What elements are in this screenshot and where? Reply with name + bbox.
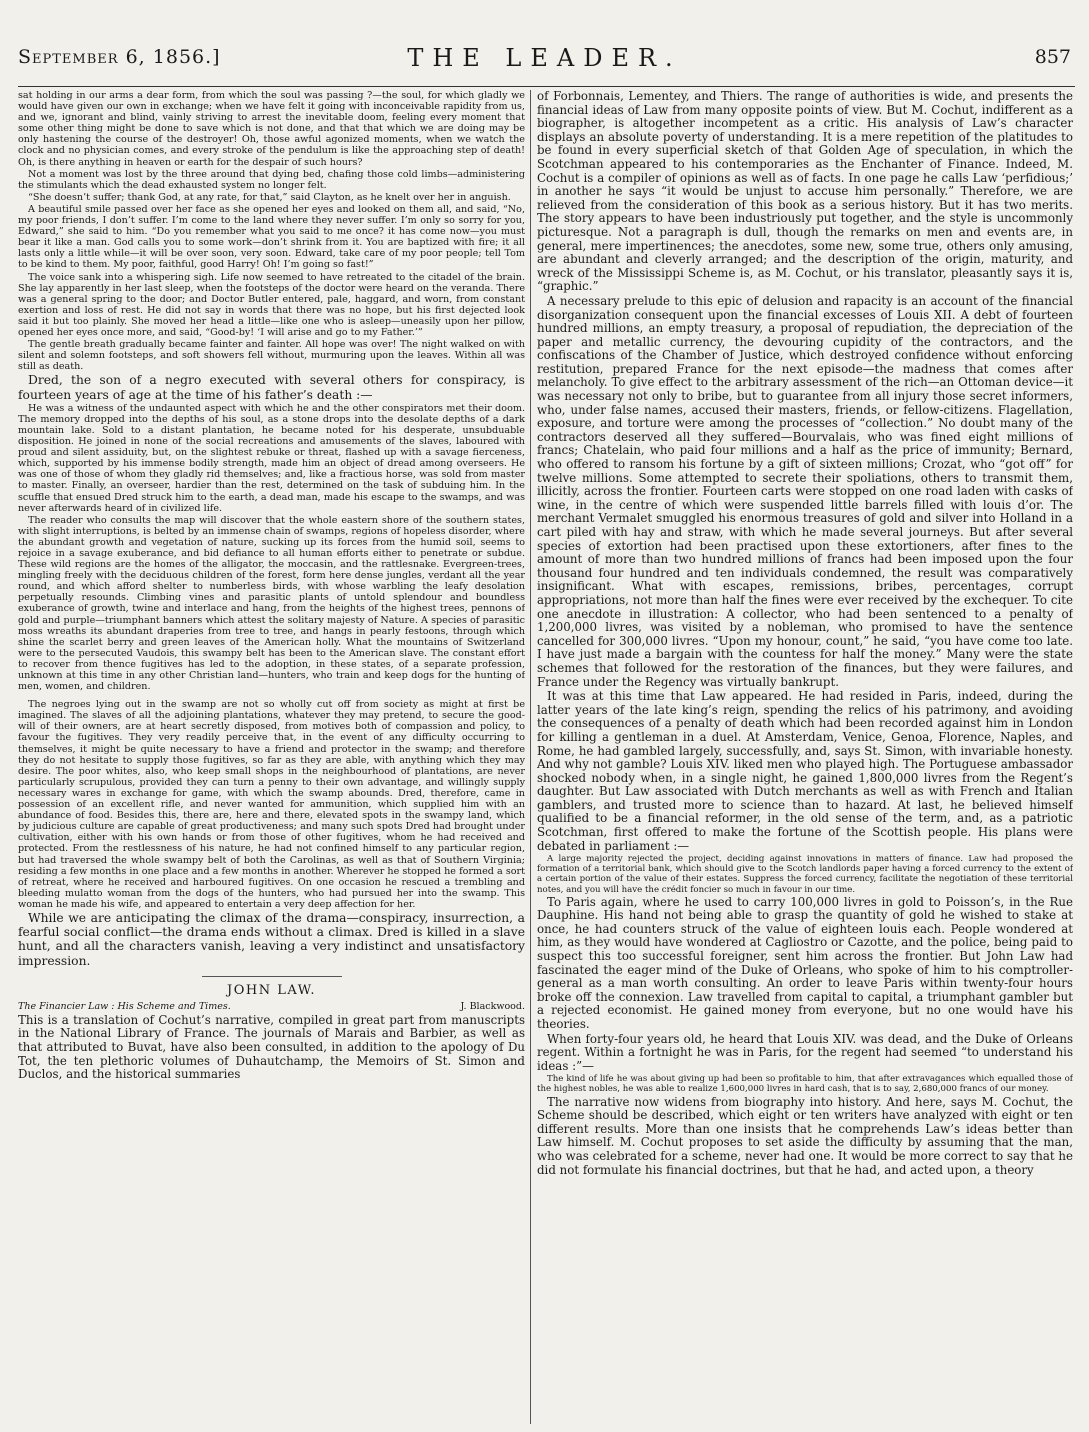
left-column bbox=[18, 90, 525, 1426]
book-byline bbox=[18, 1001, 525, 1012]
paragraph: The voice sank into a whispering sigh. Life now seemed to have retreated to the citadel of the brain. She lay apparently in her last sleep, when the footsteps of the doctor were heard on the veranda. There was a general spring to the door; and Doctor Butler entered, pale, haggard, and worn, from constant exertion and loss of rest. He did not say in words that there was no hope, but his first dejected look said it but too plainly. She moved her head a little—like one who is asleep—uneasily upon her pillow, opened her eyes once more, and said, “Good-by! ‘I will arise and go to my Father.’” bbox=[18, 271, 525, 338]
masthead-rule bbox=[18, 86, 1075, 87]
paragraph: When forty-four years old, he heard that Louis XIV. was dead, and the Duke of Orleans regent. Within a fortnight he was in Paris, for the regent had seemed “to understand his ideas :”— bbox=[537, 1031, 1073, 1073]
paragraph: sat holding in our arms a dear form, from which the soul was passing ?—the soul, for which gladly we would have given our own in exchange; when we have felt it going with inconceivable rapidity from us, and we, ignorant and blind, vainly striving to arrest the inevitable doom, feeling every moment that some other thing might be done to save which is not done, and that that which we are doing may be only hastening the course of the destroyer! Oh, those awful agonized moments, when we watch the clock and no physician comes, and every stroke of the pendulum is like the approaching step of death! Oh, is there anything in heaven or earth for the despair of such hours? bbox=[18, 90, 525, 168]
paragraph: A beautiful smile passed over her face as she opened her eyes and looked on them all, and said, “No, my poor friends, I don’t suffer. I’m come to the land where they never suffer. I’m only so sorry for you, Edward,” she said to him. “Do you remember what you said to me once? it has come now—you must bear it like a man. God calls you to some work—don’t shrink from it. You are baptized with fire; it all lasts only a little while—it will be over soon, very soon. Edward, take care of my poor people; tell Tom to be kind to them. My poor, faithful, good Harry! Oh! I’m going so fast!” bbox=[18, 203, 525, 271]
page-number: 857 bbox=[1034, 46, 1071, 68]
paragraph: The negroes lying out in the swamp are not so wholly cut off from society as might at first be imagined. The slaves of all the adjoining plantations, whatever they may pretend, to secure the good-will of their owners, are at heart secretly disposed, from motives both of compassion and policy, to favour the fugitives. They very readily perceive that, in the event of any difficulty occurring to themselves, it might be quite necessary to have a friend and protector in the swamp; and therefore they do not hesitate to supply those fugitives, so far as they are able, with anything which they may desire. The poor whites, also, who keep small shops in the neighbourhood of plantations, are never particularly scrupulous, provided they can turn a penny to their own advantage, and willingly supply necessary wares in exchange for game, with which the swamp abounds. Dred, therefore, came in possession of an excellent rifle, and never wanted for ammunition, which supplied him with an abundance of food. Besides this, there are, here and there, elevated spots in the swampy land, which by judicious culture are capable of great productiveness; and many such spots Dred had brought under cultivation, either with his own hands or from those of other fugitives, whom he had received and protected. From the restlessness of his nature, he had not confined himself to any particular region, but had traversed the whole swampy belt of both the Carolinas, as well as that of Southern Virginia; residing a few months in one place and a few months in another. Wherever he stopped he formed a sort of retreat, where he received and harboured fugitives. On one occasion he rescued a trembling and bleeding mulatto woman from the dogs of the hunters, who had pursued her into the swamp. This woman he made his wife, and appeared to entertain a very deep affection for her. bbox=[18, 699, 525, 910]
paragraph: The gentle breath gradually became fainter and fainter. All hope was over! The night walked on with silent and solemn footsteps, and soft showers fell without, murmuring upon the leaves. Within all was still as death. bbox=[18, 339, 525, 373]
newspaper-title: THE LEADER. bbox=[407, 44, 682, 72]
paragraph: of Forbonnais, Lementey, and Thiers. The range of authorities is wide, and presents the financial ideas of Law from many opposite points of view. But M. Cochut, indifferent as a biographer, is altogether incompetent as a critic. His analysis of Law’s character displays an absolute poverty of understanding. It is a mere repetition of the platitudes to be found in every superficial sketch of that Golden Age of speculation, in which the Scotchman appeared to his contemporaries as the Enchanter of Finance. Indeed, M. Cochut is a compiler of opinions as well as of facts. In one page he calls Law ‘perfidious;’ in another he says “it would be unjust to accuse him personally.” Therefore, we are relieved from the consideration of this book as a serious history. But it has two merits. The story appears to have been industriously put together, and the style is uncommonly picturesque. Not a paragraph is dull, though the remarks on men and events are, in general, mere impertinences; the anecdotes, some new, some true, others only amusing, are abundant and cleverly arranged; and the description of the origin, maturity, and wreck of the Mississippi Scheme is, as M. Cochut, or his translator, pleasantly says it is, “graphic.” bbox=[537, 90, 1073, 294]
paragraph: The reader who consults the map will discover that the whole eastern shore of the southern states, with slight interruptions, is belted by an immense chain of swamps, regions of hopeless disorder, where the abundant growth and vegetation of nature, sucking up its forces from the humid soil, seems to rejoice in a savage exuberance, and bid defiance to all human efforts either to penetrate or subdue. These wild regions are the homes of the alligator, the moccasin, and the rattlesnake. Evergreen-trees, mingling freely with the deciduous children of the forest, form here dense jungles, verdant all the year round, and which afford shelter to numberless birds, with whose warbling the leafy desolation perpetually resounds. Climbing vines and parasitic plants of untold splendour and boundless exuberance of growth, twine and interlace and hang, from the heights of the highest trees, pennons of gold and purple—triumphant banners which attest the solitary majesty of Nature. A species of parasitic moss wreaths its abundant draperies from tree to tree, and hangs in pearly festoons, through which shine the scarlet berry and green leaves of the American holly. What the mountains of Switzerland were to the persecuted Vaudois, this swampy belt has been to the American slave. The constant effort to recover from thence fugitives has led to the adoption, in these states, of a separate profession, unknown at this time in any other Christian land—hunters, who train and keep dogs for the hunting of men, women, and children. bbox=[18, 514, 525, 693]
quoted-paragraph: A large majority rejected the project, deciding against innovations in matters of finance. Law had proposed the formation of a territorial bank, which should give to the Scotch landlords paper having a forced currency to the extent of a certain portion of the value of their estates. Suppress the forced currency, facilitate the negotiation of these territorial notes, and you will have the crédit foncier so much in favour in our time. bbox=[537, 854, 1073, 895]
paragraph: It was at this time that Law appeared. He had resided in Paris, indeed, during the latter years of the late king’s reign, spending the relics of his patrimony, and avoiding the consequences of a penalty of death which had been recorded against him in London for killing a gentleman in a duel. At Amsterdam, Venice, Genoa, Florence, Naples, and Rome, he had gambled largely, successfully, and, says St. Simon, with invariable honesty. And why not gamble? Louis XIV. liked men who played high. The Portuguese ambassador shocked nobody when, in a single night, he gained 1,800,000 livres from the Regent’s daughter. But Law associated with Dutch merchants as well as with French and Italian gamblers, and trusted more to science than to hazard. At last, he believed himself qualified to be a financial reformer, in the old sense of the term, and, as a patriotic Scotchman, first offered to make the fortune of the Scottish people. His plans were debated in parliament :— bbox=[537, 689, 1073, 853]
paragraph: While we are anticipating the climax of the drama—conspiracy, insurrection, a fearful social conflict—the drama ends without a climax. Dred is killed in a slave hunt, and all the characters vanish, leaving a very indistinct and unsatisfactory impression. bbox=[18, 910, 525, 968]
book-title: The Financier Law : His Scheme and Times. bbox=[18, 1000, 231, 1012]
paragraph: This is a translation of Cochut’s narrative, compiled in great part from manuscripts in the National Library of France. The journals of Marais and Barbier, as well as that attributed to Buvat, have also been consulted, in addition to the apology of Du Tot, the ten plethoric volumes of Duhautchamp, the Memoirs of St. Simon and Duclos, and the historical summaries bbox=[18, 1012, 525, 1082]
issue-date: September 6, 1856.] bbox=[18, 46, 221, 68]
paragraph: Dred, the son of a negro executed with several others for conspiracy, is fourteen years of age at the time of his father’s death :— bbox=[18, 373, 525, 402]
paragraph: He was a witness of the undaunted aspect with which he and the other conspirators met their doom. The memory dropped into the depths of his soul, as a stone drops into the desolate depths of a dark mountain lake. Sold to a distant plantation, he became noted for his desperate, unsubduable disposition. He joined in none of the social recreations and amusements of the slaves, laboured with proud and silent assiduity, but, on the slightest rebuke or threat, flashed up with a savage fierceness, which, supported by his immense bodily strength, made him an object of dread among overseers. He was one of those of whom they gladly rid themselves; and, like a fractious horse, was sold from master to master. Finally, an overseer, hardier than the rest, determined on the task of subduing him. In the scuffle that ensued Dred struck him to the earth, a dead man, made his escape to the swamps, and was never afterwards heard of in civilized life. bbox=[18, 402, 525, 514]
masthead bbox=[18, 46, 1071, 86]
paragraph: Not a moment was lost by the three around that dying bed, chafing those cold limbs—administering the stimulants which the dead exhausted system no longer felt. bbox=[18, 168, 525, 191]
section-rule bbox=[202, 976, 342, 977]
quoted-paragraph: The kind of life he was about giving up had been so profitable to him, that after extravagances which equalled those of the highest nobles, he was able to realize 1,600,000 livres in hard cash, that is to say, 2,680,000 francs of our money. bbox=[537, 1074, 1073, 1095]
paragraph: A necessary prelude to this epic of delusion and rapacity is an account of the financial disorganization consequent upon the financial excesses of Louis XII. A debt of fourteen hundred millions, an empty treasury, a proposal of repudiation, the depreciation of the paper and metallic currency, the devouring cupidity of the contractors, and the confiscations of the Chamber of Justice, which destroyed confidence without enforcing restitution, prepared France for the next episode—the madness that comes after melancholy. To give effect to the arbitrary assessment of the rich—an Ottoman device—it was necessary not only to bribe, but to guarantee from all injury those secret informers, who, under false names, accused their masters, friends, or fellow-citizens. Flagellation, exposure, and torture were among the processes of “collection.” No doubt many of the contractors deserved all they suffered—Bourvalais, who was fined eight millions of francs; Chatelain, who paid four millions and a half as the price of immunity; Bernard, who offered to ransom his fortune by a gift of sixteen millions; Crozat, who “got off” for twelve millions. Some attempted to secrete their spoliations, others to transmit them, illicitly, across the frontier. Fourteen carts were stopped on one road laden with casks of wine, in the centre of which were suspended little barrels filled with louis d’or. The merchant Vermalet smuggled his enormous treasures of gold and silver into Holland in a cart piled with hay and straw, with which he made several journeys. But after several species of extortion had been practised upon these extortioners, after fines to the amount of more than two hundred millions of francs had been imposed upon the four thousand four hundred and ten individuals condemned, the result was comparatively insignificant. What with escapes, remissions, bribes, percentages, corrupt appropriations, not more than half the fines were ever received by the exchequer. To cite one anecdote in illustration: A collector, who had been sentenced to a penalty of 1,200,000 livres, was visited by a nobleman, who promised to have the sentence cancelled for 300,000 livres. “Upon my honour, count,” he said, “you have come too late. I have just made a bargain with the countess for half the money.” Many were the state schemes that followed for the restoration of the finances, but they were failures, and France under the Regency was virtually bankrupt. bbox=[537, 293, 1073, 689]
paragraph: “She doesn’t suffer; thank God, at any rate, for that,” said Clayton, as he knelt over her in anguish. bbox=[28, 191, 511, 203]
column-divider bbox=[530, 90, 531, 1424]
paragraph: To Paris again, where he used to carry 100,000 livres in gold to Poisson’s, in the Rue Dauphine. His hand not being able to grasp the quantity of gold he wished to stake at once, he had counters struck of the value of eighteen louis each. People wondered at him, as they would have wondered at Cagliostro or Cazotte, and the police, being paid to suspect this too successful foreigner, sent him across the frontier. But John Law had fascinated the eager mind of the Duke of Orleans, who spoke of him to his comptroller-general as a man worth consulting. An order to leave Paris within twenty-four hours broke off the connexion. Law travelled from capital to capital, a triumphant gambler but a rejected economist. He gained money from everyone, but no one would have his theories. bbox=[537, 894, 1073, 1031]
publisher: J. Blackwood. bbox=[460, 1000, 525, 1012]
paragraph: The narrative now widens from biography into history. And here, says M. Cochut, the Scheme should be described, which eight or ten writers have analyzed with eight or ten different results. More than one insists that he comprehends Law’s ideas better than Law himself. M. Cochut proposes to set aside the difficulty by assuming that the man, who was celebrated for a scheme, never had one. It would be more correct to say that he did not formulate his financial doctrines, but that he had, and acted upon, a theory bbox=[537, 1094, 1073, 1177]
section-heading: JOHN LAW. bbox=[227, 982, 316, 998]
right-column bbox=[537, 90, 1073, 1426]
